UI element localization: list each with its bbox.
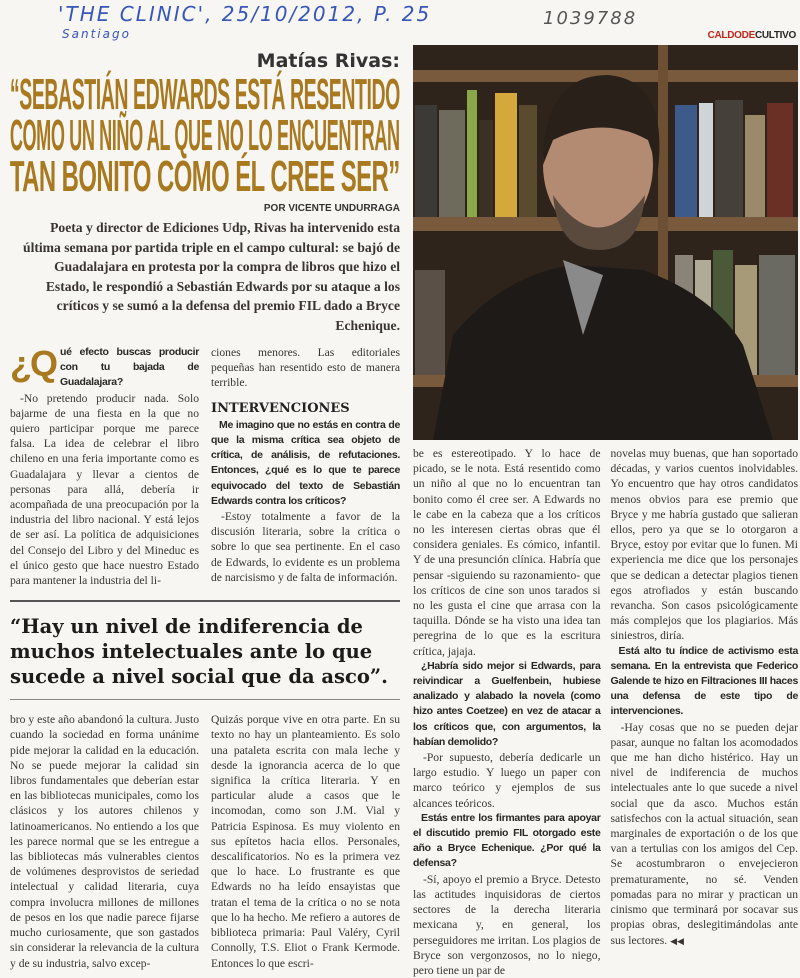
interviewee-name: Matías Rivas: [256,50,400,72]
headline-line: TAN BONITO COMO ÉL CREE SER” [10,152,400,201]
headline-row [10,152,400,201]
article-right-block [413,45,798,978]
subheading: INTERVENCIONES [211,400,350,416]
answer-paragraph: -No pretendo producir nada. Solo bajarme de una fiesta en la que no quiero participar porque me parece falsa. La idea de celebrar el libro chileno en una feria importante como es Guadalajara y llevar a cientos de personas para allá, debería ir acompañada de una preocupación por la industria del libro nacional. Y está lejos de ser así. La política de adquisiciones del Consejo del Libro y del Mineduc es el único gesto que hace nuestro Estado para mantener la industria del li- [10,391,199,588]
headline-line: “SEBASTIÁN EDWARDS ESTÁ RESENTIDO [10,70,400,119]
divider [10,699,400,700]
article-column-1-top [10,345,199,588]
answer-paragraph: novelas muy buenas, que han soportado décadas, y varios cuentos inolvidables. Yo encuentro que hay otros candidatos menos obvios para ese premio que Bryce y me habría gustado que salieran ellos, pero ya que se lo otorgaron a Bryce, estoy por evitar que lo funen. Mi experiencia me dice que los personajes que se dedican a detectar plagios tienen egos atrofiados y están buscando revancha. Son casos psicológicamente más complejos que los plagiarios. Más siniestros, diría. [610,447,798,643]
headline-row [10,70,400,119]
headline-line: COMO UN NIÑO AL QUE NO LO ENCUENTRAN [10,111,400,160]
section-label-part: DE [741,30,755,41]
question-5: Está alto tu índice de activismo esta semana. En la entrevista que Federico Galende te hizo en Filtraciones III haces una defensa de este tipo de intervenciones. [610,644,798,718]
answer-paragraph: -Sí, apoyo el premio a Bryce. Detesto las actitudes inquisidoras de ciertos sectores de la derecha literaria mexicana y, en general, los perseguidores me irritan. Los plagios de Bryce son vergonzosos, no lo niego, pero tiene un par de [413,872,601,977]
intro-paragraph: Poeta y director de Ediciones Udp, Rivas ha intervenido esta última semana por partida triple en el campo cultural: se bajó de Guadalajara en protesta por la compra de libros que hizo el Estado, le respondió a Sebastián Edwards por su ataque a los críticos y se sumó a la defensa del premio FIL dado a Bryce Echenique. [23,220,400,333]
article-column-2-top [211,345,400,588]
handwritten-catalog-number: 1039788 [543,8,638,29]
section-label-part: CULTIVO [754,30,796,41]
article-column-3 [413,446,601,978]
bottom-columns [10,712,400,970]
portrait-photo [413,45,798,440]
article-left-block [10,48,400,971]
answer-paragraph: -Por supuesto, debería dedicarle un largo estudio. Y luego un paper con marco teórico y ejemplos de sus alcances teóricos. [413,751,601,810]
answer-paragraph [611,720,799,949]
question-4: Estás entre los firmantes para apoyar el discutido premio FIL otorgado este año a Bryce Echenique. ¿Por qué la defensa? [413,811,601,870]
question-3: ¿Habría sido mejor si Edwards, para reivindicar a Guelfenbein, hubiese analizado y alabado la novela (como hizo antes Coetzee) en vez de atacar a los críticos que, con argumentos, la habían demolido? [413,659,601,748]
article-column-2-bottom [211,712,400,970]
question-1: ué efecto buscas producir con tu bajada de Guadalajara? [60,346,199,389]
drop-cap: ¿Q [10,343,56,384]
answer-text: -Hay cosas que no se pueden dejar pasar, aunque no faltan los acomodados que me han dicho histérico. Hay un nivel de indiferencia de muchos intelectuales ante lo que sucede a nivel social que da asco. Muchos están satisfechos con la actual situación, sean marginales de exportación o de los que van a tertulias con los amigos del Cep. Se acostumbraron o envejecieron prematuramente, no sé. Venden pomadas para no mirar y practican un cinismo que terminará por socavar sus propias obras, deslegitimándolas ante sus lectores. [610,720,798,947]
photo-bookshelf-man-image [413,45,798,440]
answer-paragraph: -Estoy totalmente a favor de la discusión literaria, sobre la crítica o sobre lo que sea pertinente. En el caso de Edwards, lo evidente es un problema de narcisismo y de falta de información. [211,510,400,584]
article-column-1-bottom [10,712,199,970]
right-columns [413,446,798,978]
answer-paragraph: be es estereotipado. Y lo hace de picado, se le nota. Está resentido como un niño al que no lo encuentran tan bonito como él cree ser. A Edwards no le cabe en la cabeza que a los críticos no les interesen ciertas obras que él considera geniales. Es cómico, infantil. Y de una presunción clínica. Habría que pensar -siguiendo su razonamiento- que los críticos de cine son unos tarados si no les gusta el cine que arrasa con la taquilla. Dónde se ha visto una idea tan peregrina de lo que es la escritura crítica, jajaja. [413,447,601,658]
answer-paragraph: ciones menores. Las editoriales pequeñas han resentido esto de manera terrible. [211,346,400,390]
end-mark-icon: ◀◀ [670,935,684,946]
answer-paragraph: bro y este año abandonó la cultura. Justo cuando la sociedad en forma unánime pide mejorar la calidad en la educación. No se puede mejorar la calidad sin libros fundamentales que deberían estar en las bibliotecas municipales, como los clásicos y los autores chilenos y latinoamericanos. No entiendo a los que les parece normal que se les entregue a las bibliotecas más vulnerables cientos de volúmenes desprovistos de seriedad intelectual y calidad literaria, cuya compra involucra millones de millones de pesos en los que nadie parece fijarse mucho curiosamente, que son gastados sin considerar la relevancia de la cultura y de su industria, salvo excep- [10,713,199,970]
article-column-4 [611,446,799,978]
headline-row [10,111,400,160]
question-2: Me imagino que no estás en contra de que la misma crítica sea objeto de crítica, de análisis, de refutaciones. Entonces, ¿qué es lo que te parece equivocado del texto de Sebastián Edwards contra los críticos? [211,418,400,507]
handwritten-source-note: 'THE CLINIC', 25/10/2012, P. 25 [58,2,432,26]
section-label-part: CALDO [707,30,742,41]
section-label [708,30,796,41]
answer-paragraph: Quizás porque vive en otra parte. En su texto no hay un planteamiento. Es solo una pataleta escrita con mala leche y desde la ignorancia acerca de lo que significa la crítica literaria. Y en particular alude a casos que le incomodan, como son J.M. Vial y Patricia Espinosa. Es muy violento en sus epítetos hacia ellos. Personales, descalificatorios. No es la primera vez que lo hace. Lo frustrante es que Edwards no ha leído ensayistas que tratan el tema de la crítica o no se nota que lo ha hecho. Me refiero a autores de biblioteca primaria: Paul Valéry, Cyril Connolly, T.S. Eliot o Frank Kermode. Entonces lo que escri- [211,713,400,970]
byline: POR VICENTE UNDURRAGA [263,203,400,214]
top-columns [10,345,400,588]
pull-quote: “Hay un nivel de indiferencia de muchos intelectuales ante lo que sucede a nivel social que da asco”. [10,615,388,689]
handwritten-place-note: Santiago [62,27,131,41]
